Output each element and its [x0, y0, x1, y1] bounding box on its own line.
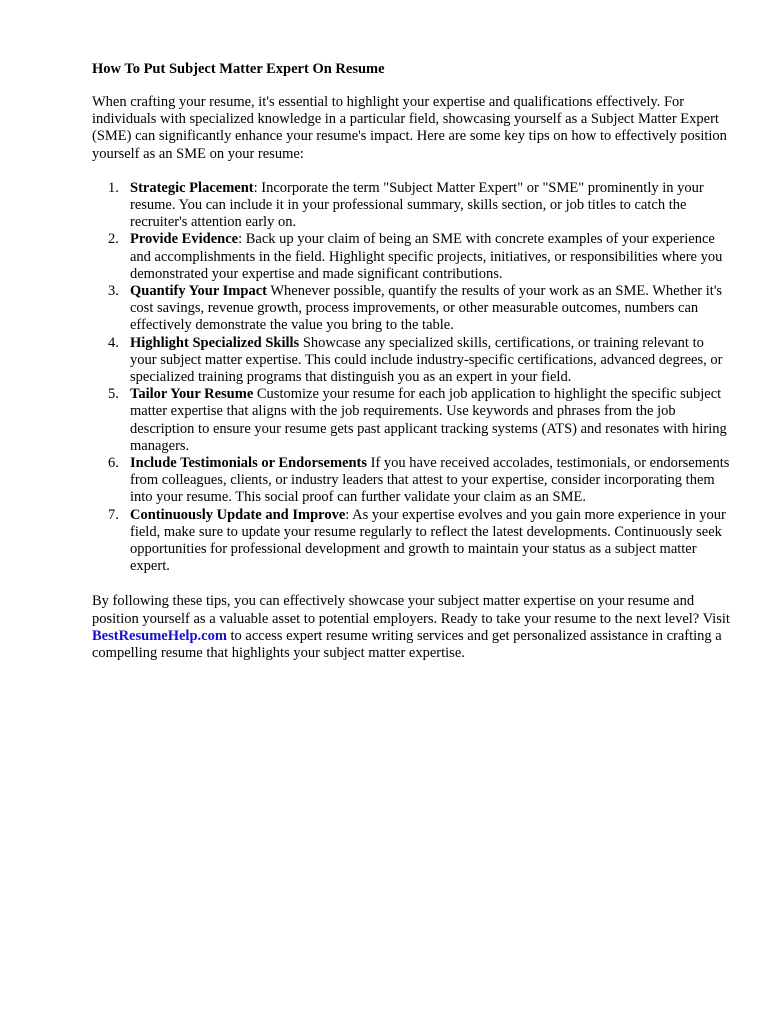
tip-separator: : [253, 179, 258, 196]
tip-item [92, 283, 732, 335]
tip-body: Whenever possible, quantify the results of your work as an SME. Whether it's cost savings, revenue growth, process improvements, or other measurable outcomes, numbers can effectively demonstrate the value you bring to the table. [130, 283, 723, 334]
tip-number: 2. [108, 231, 119, 248]
tip-heading: Continuously Update and Improve [130, 506, 346, 523]
tip-item [92, 386, 732, 455]
tip-heading: Include Testimonials or Endorsements [130, 455, 368, 472]
closing-text-before: By following these tips, you can effectively showcase your subject matter expertise on your resume and position yourself as a valuable asset to potential employers. Ready to take your resume to the next level? Visit [92, 593, 730, 627]
tip-body: Customize your resume for each job application to highlight the specific subject matter expertise that aligns with the job requirements. Use keywords and phrases from the job description to ensure your resume gets past applicant tracking systems (ATS) and resonates with hiring managers. [130, 386, 727, 454]
tip-separator: : [345, 506, 350, 523]
tip-body: As your expertise evolves and you gain more experience in your field, make sure to update your resume regularly to reflect the latest developments. Continuously seek opportunities for professional development and growth to maintain your status as a subject matter expert. [130, 506, 726, 575]
tip-number: 7. [108, 506, 119, 523]
intro-paragraph: When crafting your resume, it's essential to highlight your expertise and qualifications effectively. For individuals with specialized knowledge in a particular field, showcasing yourself as a Subject Matter Expert (SME) can significantly enhance your resume's impact. Here are some key tips on how to effectively position yourself as an SME on your resume: [92, 94, 727, 162]
tip-body: Back up your claim of being an SME with concrete examples of your experience and accomplishments in the field. Highlight specific projects, initiatives, or responsibilities where you demonstrated your expertise and made significant contributions. [130, 231, 723, 282]
tip-item [92, 335, 732, 387]
document-page [92, 60, 732, 662]
closing-text-after: to access expert resume writing services and get personalized assistance in crafting a compelling resume that highlights your subject matter expertise. [92, 627, 722, 662]
tip-item [92, 231, 732, 283]
tip-body: If you have received accolades, testimonials, or endorsements from colleagues, clients, or industry leaders that attest to your expertise, consider incorporating them into your resume. This social proof can further validate your claim as an SME. [130, 455, 730, 506]
tip-number: 1. [108, 179, 119, 196]
tip-number: 3. [108, 283, 119, 300]
tip-body: Incorporate the term "Subject Matter Expert" or "SME" prominently in your resume. You can include it in your professional summary, skills section, or job titles to catch the recruiter's attention early on. [130, 179, 704, 231]
tip-item [92, 180, 732, 232]
tip-heading: Strategic Placement [130, 179, 254, 196]
document-title: How To Put Subject Matter Expert On Resume [92, 61, 385, 77]
tip-number: 4. [108, 334, 119, 351]
tip-heading: Provide Evidence [130, 231, 239, 248]
closing-paragraph [92, 593, 732, 662]
bestresumehelp-link[interactable]: BestResumeHelp.com [92, 627, 227, 644]
tip-item [92, 455, 732, 507]
tip-item [92, 507, 732, 576]
tip-number: 6. [108, 455, 119, 472]
tips-list [92, 180, 732, 576]
tip-body: Showcase any specialized skills, certifications, or training relevant to your subject matter expertise. This could include industry-specific certifications, advanced degrees, or specialized training programs that distinguish you as an expert in your field. [130, 334, 723, 386]
tip-heading: Tailor Your Resume [130, 386, 254, 403]
tip-number: 5. [108, 386, 119, 403]
tip-heading: Highlight Specialized Skills [130, 334, 300, 351]
tip-separator: : [238, 231, 243, 248]
tip-heading: Quantify Your Impact [130, 283, 267, 300]
